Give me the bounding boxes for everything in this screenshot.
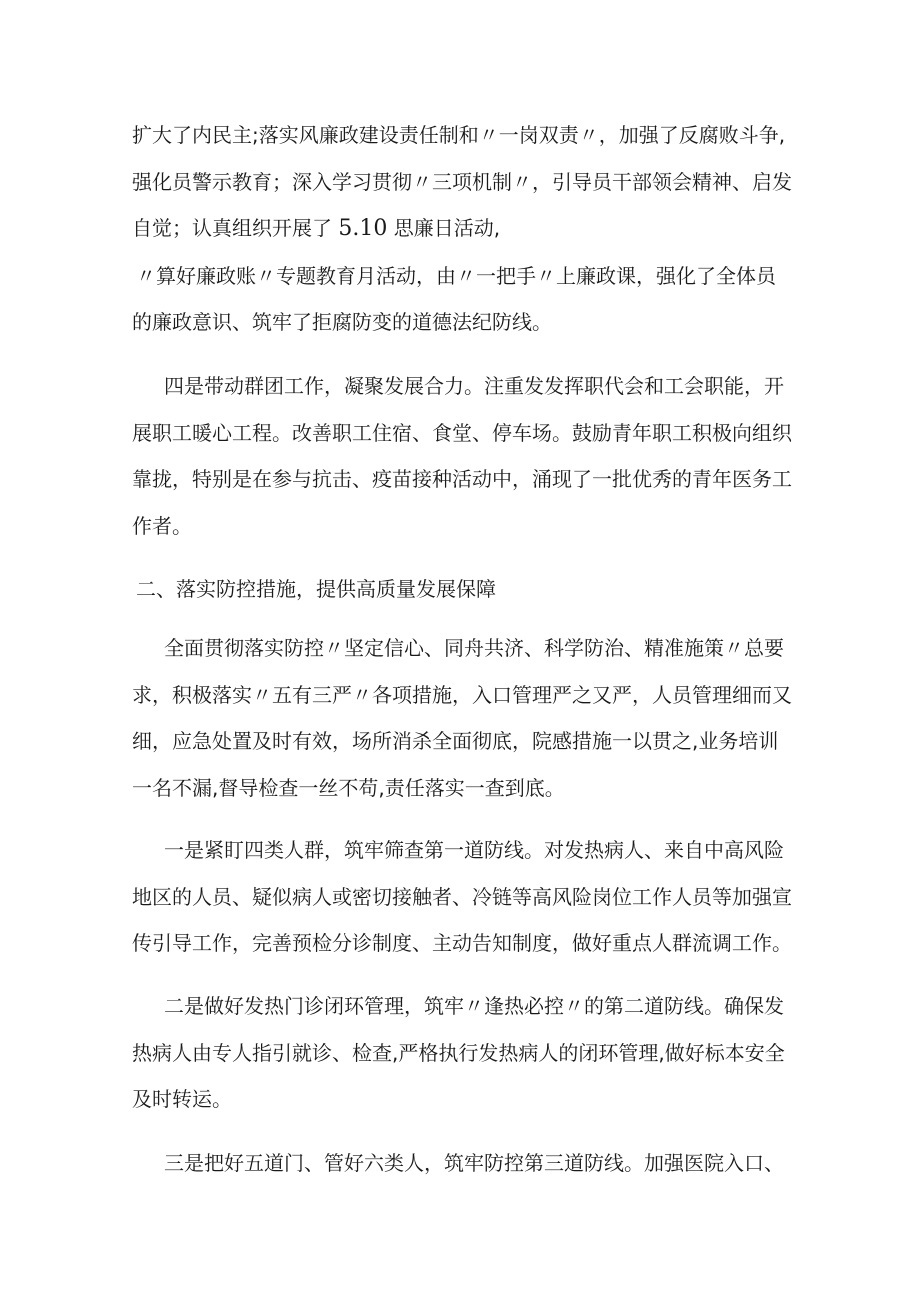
text-line: 三是把好五道门、管好六类人，筑牢防控第三道防线。加强医院入口、 [164,1151,784,1175]
text-segment: 自觉；认真组织开展了 [132,216,332,240]
paragraph-second-defense [132,983,800,1123]
text-line: 传引导工作，完善预检分诊制度、主动告知制度，做好重点人群流调工作。 [132,931,792,955]
paragraph-clean-governance [132,112,800,346]
text-line: 细，应急处置及时有效，场所消杀全面彻底，院感措施一以贯之,业务培训 [132,729,779,753]
section-heading-text: 二、落实防控措施，提供高质量发展保障 [136,577,496,601]
text-line: 求，积极落实〃五有三严〃各项措施，入口管理严之又严，人员管理细而又 [132,682,792,707]
text-line: 的廉政意识、筑牢了拒腐防变的道德法纪防线。 [132,310,552,334]
text-line: 展职工暖心工程。改善职工住宿、食堂、停车场。鼓励青年职工积极向组织 [132,420,792,445]
text-line: 四是带动群团工作，凝聚发展合力。注重发发挥职代会和工会职能，开 [164,374,784,398]
text-line: 强化员警示教育；深入学习贯彻〃三项机制〃，引导员干部领会精神、启发 [132,169,792,194]
text-line: 靠拢，特别是在参与抗击、疫苗接种活动中，涌现了一批优秀的青年医务工 [132,467,792,491]
text-line: 一是紧盯四类人群，筑牢筛查第一道防线。对发热病人、来自中高风险 [164,838,784,862]
text-line: 〃算好廉政账〃专题教育月活动，由〃一把手〃上廉政课，强化了全体员 [136,263,776,288]
text-line: 作者。 [132,513,192,538]
text-line: 地区的人员、疑似病人或密切接触者、冷链等高风险岗位工作人员等加强宣 [132,884,792,909]
paragraph-third-defense [132,1140,800,1187]
text-line: 一名不漏,督导检查一丝不苟,责任落实一查到底。 [132,775,565,800]
paragraph-prevention-overview [132,625,800,811]
paragraph-group-work [132,363,800,549]
text-line: 全面贯彻落实防控〃坚定信心、同舟共济、科学防治、精准施策〃总要 [164,636,784,660]
text-line [132,205,800,253]
text-line: 及时转运。 [132,1087,232,1111]
text-segment: 思廉日活动, [393,216,501,240]
text-line: 扩大了内民主;落实风廉政建设责任制和〃一岗双责〃，加强了反腐败斗争, [132,123,786,147]
text-line: 二是做好发热门诊闭环管理，筑牢〃逢热必控〃的第二道防线。确保发 [164,994,784,1018]
section-heading [132,566,800,613]
text-line: 热病人由专人指引就诊、检查,严格执行发热病人的闭环管理,做好标本安全 [132,1040,785,1065]
paragraph-first-defense [132,827,800,967]
date-number: 5.10 [338,216,388,241]
